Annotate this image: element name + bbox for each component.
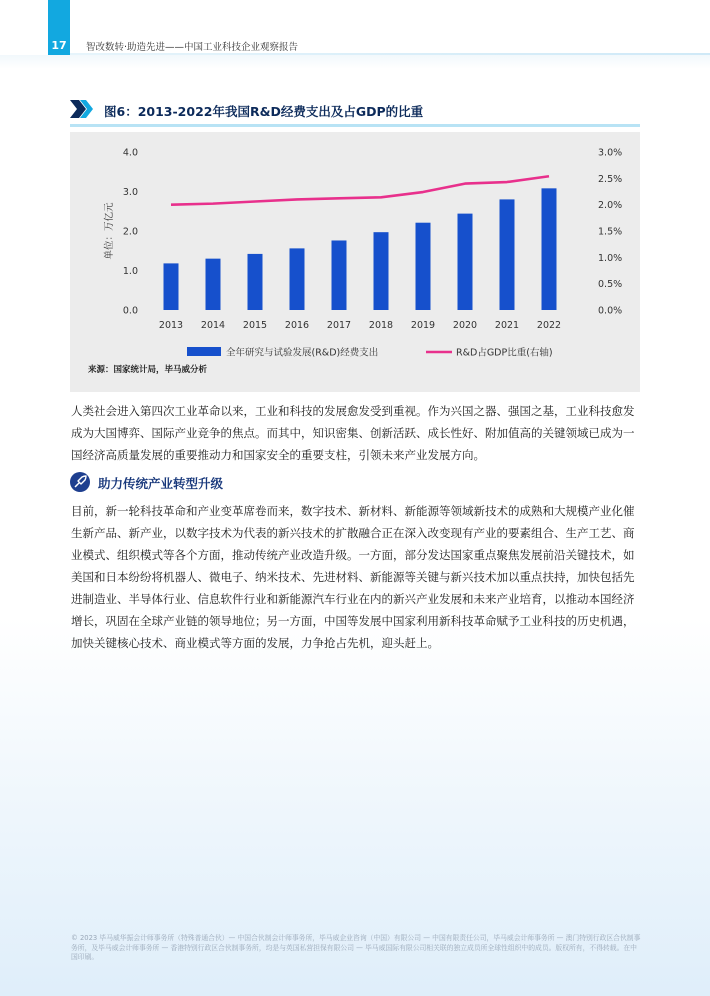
- x-tick-label: 2021: [494, 320, 520, 331]
- y2-tick-label: 3.0%: [598, 147, 623, 159]
- bar: [542, 188, 557, 310]
- footer-copyright: © 2023 毕马威华振会计师事务所（特殊普通合伙）— 中国合伙制会计师事务所，毕马威企业咨询（中国）有限公司 — 中国有限责任公司，毕马威会计师事务所 — 澳门特别行政区合伙制事务所，及毕马威会计师事务所 — 香港特别行政区合伙制事务所，均是与英国私营担保有限公司 — 毕马威国际有限公司相关联的独立成员所全球性组织中的成员。版权所有，不得转载。在中国印刷。: [71, 934, 641, 961]
- paragraph-intro: 人类社会进入第四次工业革命以来，工业和科技的发展愈发受到重视。作为兴国之器、强国之基，工业科技愈发成为大国博弈、国际产业竞争的焦点。而其中，知识密集、创新活跃、成长性好、附加值高的关键领域已成为一国经济高质量发展的重要推动力和国家安全的重要支柱，引领未来产业发展方向。: [71, 404, 635, 462]
- figure-title-underline: [70, 124, 640, 127]
- page-number: 17: [48, 0, 70, 62]
- running-header-title: 智改数转·助造先进——中国工业科技企业观察报告: [86, 42, 299, 53]
- y2-tick-label: 1.0%: [598, 252, 623, 264]
- series-line: [171, 176, 549, 204]
- figure-heading: [70, 99, 640, 121]
- y-tick-label: 3.0: [122, 187, 138, 198]
- bar: [458, 214, 473, 310]
- x-tick-label: 2013: [158, 320, 184, 331]
- x-tick-label: 2019: [410, 320, 436, 331]
- y2-tick-label: 0.5%: [598, 279, 623, 291]
- y2-tick-label: 1.5%: [598, 226, 623, 238]
- bar: [206, 259, 221, 310]
- x-tick-label: 2020: [452, 320, 478, 331]
- bar: [416, 223, 431, 310]
- y-tick-label: 0.0: [122, 305, 138, 317]
- figure-source: 来源：国家统计局，毕马威分析: [88, 365, 208, 375]
- x-tick-label: 2018: [368, 320, 394, 331]
- y2-tick-label: 0.0%: [598, 305, 623, 317]
- bar: [374, 232, 389, 310]
- y2-tick-label: 2.5%: [598, 173, 623, 185]
- paragraph-body: 目前，新一轮科技革命和产业变革席卷而来，数字技术、新材料、新能源等领域新技术的成熟和大规模产业化催生新产品、新产业，以数字技术为代表的新兴技术的扩散融合正在深入改变现有产业的要素组合、生产工艺、商业模式、组织模式等各个方面，推动传统产业改造升级。一方面，部分发达国家重点聚焦发展前沿关键技术，如美国和日本纷纷将机器人、微电子、纳米技术、先进材料、新能源等关键与新兴技术加以重点扶持，加快包括先进制造业、半导体行业、信息软件行业和新能源汽车行业在内的新兴产业发展和未来产业培育，以推动本国经济增长，巩固在全球产业链的领导地位；另一方面，中国等发展中国家利用新科技革命赋予工业科技的历史机遇，加快关键核心技术、商业模式等方面的发展，力争抢占先机，迎头赶上。: [71, 504, 635, 650]
- x-tick-label: 2014: [200, 320, 226, 331]
- header-fade: [0, 55, 710, 69]
- legend-bar-label: 全年研究与试验发展(R&D)经费支出: [226, 347, 379, 359]
- legend-line-label: R&D占GDP比重(右轴): [456, 347, 553, 359]
- chart-panel: [70, 132, 640, 392]
- y-tick-label: 4.0: [122, 147, 138, 159]
- x-tick-label: 2022: [536, 320, 562, 331]
- y2-tick-label: 2.0%: [598, 200, 623, 212]
- x-tick-label: 2016: [284, 320, 310, 331]
- bar: [332, 240, 347, 310]
- x-tick-label: 2017: [326, 320, 352, 331]
- figure-title: 图6：2013-2022年我国R&D经费支出及占GDP的比重: [104, 104, 424, 119]
- rd-expenditure-chart: [70, 132, 640, 392]
- legend-bar-swatch: [187, 347, 221, 356]
- y-axis-label: 单位：万亿元: [104, 202, 115, 260]
- chevron-right-icon: [70, 100, 96, 118]
- section-title: 助力传统产业转型升级: [98, 476, 224, 491]
- x-tick-label: 2015: [242, 320, 268, 331]
- bar: [164, 263, 179, 310]
- bar: [500, 199, 515, 310]
- bar: [290, 248, 305, 310]
- rocket-icon: [70, 472, 90, 492]
- y-tick-label: 2.0: [122, 226, 138, 238]
- bar: [248, 254, 263, 310]
- y-tick-label: 1.0: [122, 266, 138, 277]
